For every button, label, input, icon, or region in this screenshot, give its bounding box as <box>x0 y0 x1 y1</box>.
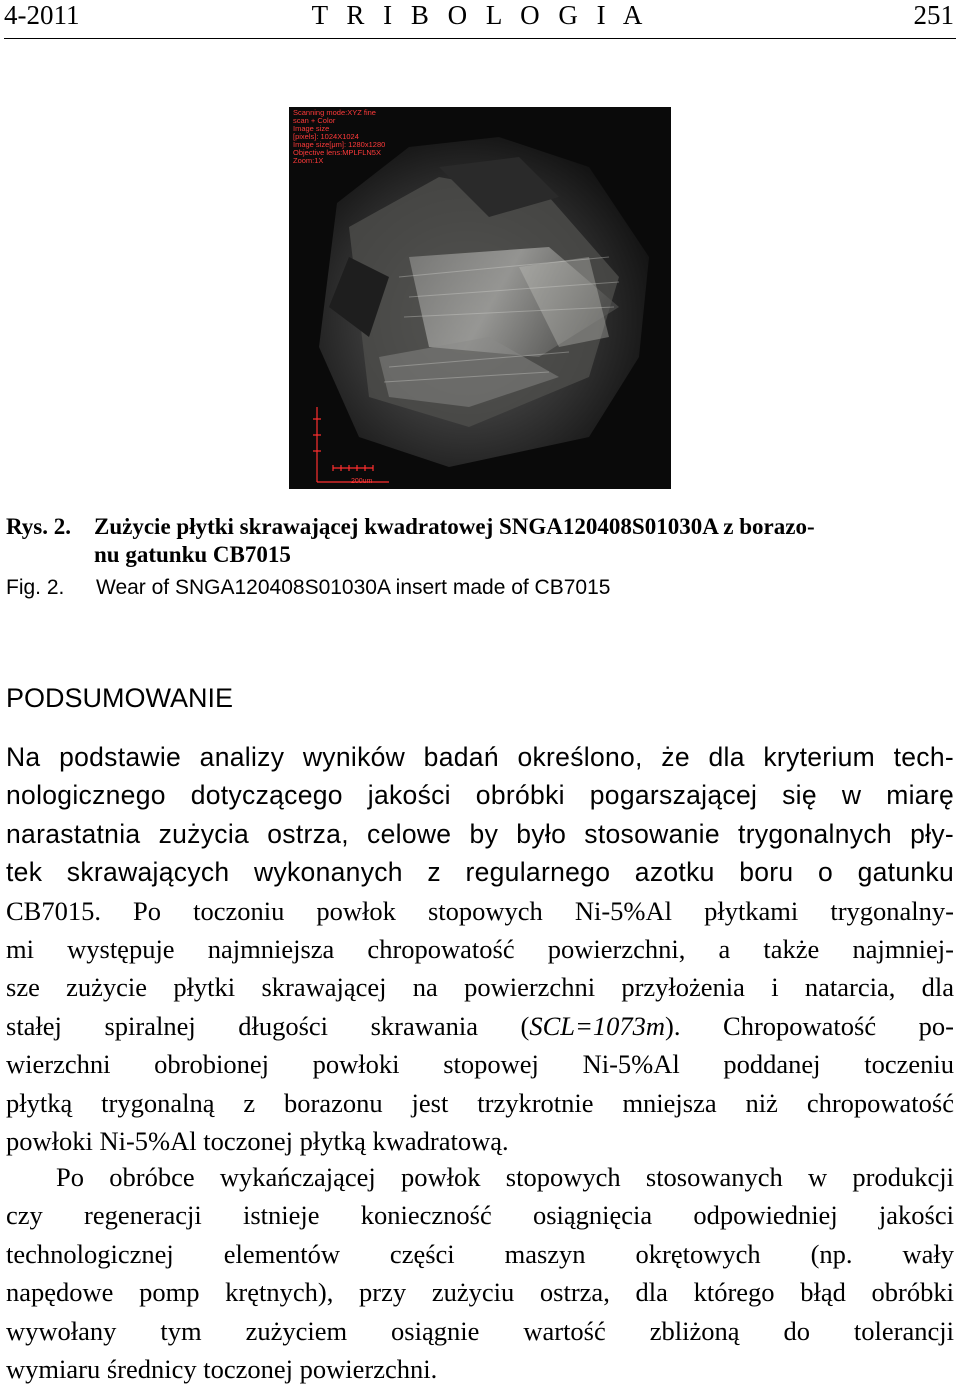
formula: SCL=1073m <box>529 1010 666 1041</box>
overlay-line: Image size <box>293 124 330 133</box>
overlay-line: [pixels]: 1024X1024 <box>293 132 359 141</box>
caption-text-continued: nu gatunku CB7015 <box>94 542 291 567</box>
text-line: CB7015. Po toczoniu powłok stopowych Ni-5%Al płytkami trygonalny- <box>6 895 954 926</box>
caption-label: Fig. 2. <box>6 576 65 599</box>
caption-label: Rys. 2. <box>6 514 72 539</box>
text-line: napędowe pomp krętnych), przy zużyciu ostrza, dla którego błąd obróbki <box>6 1277 954 1308</box>
page-number: 251 <box>913 0 954 30</box>
overlay-line: Image size[μm]: 1280x1280 <box>293 140 386 149</box>
section-heading: PODSUMOWANIE <box>6 683 234 713</box>
overlay-line: Scanning mode:XYZ fine <box>293 108 376 117</box>
overlay-line: scan + Color <box>293 116 336 125</box>
text-line: nologicznego dotyczącego jakości obróbki pogarszającej się w miarę <box>6 780 954 811</box>
text-line: Na podstawie analizy wyników badań określono, że dla kryterium tech- <box>6 742 954 772</box>
text-line: sze zużycie płytki skrawającej na powierzchni przyłożenia i natarcia, dla <box>6 972 954 1003</box>
text-fragment: stałej spiralnej długości skrawania ( <box>6 1010 530 1041</box>
figure-caption-english <box>6 574 956 602</box>
text-line: wierzchni obrobionej powłoki stopowej Ni-5%Al poddanej toczeniu <box>6 1049 954 1080</box>
microscope-image <box>289 107 671 489</box>
text-line: mi występuje najmniejsza chropowatość powierzchni, a także najmniej- <box>6 934 954 965</box>
text-line: powłoki Ni-5%Al toczonej płytką kwadratową. <box>6 1126 509 1157</box>
text-line-formula <box>6 1007 954 1045</box>
text-line: tek skrawających wykonanych z regularnego azotku boru o gatunku <box>6 857 954 888</box>
scan-info-overlay <box>293 109 385 165</box>
text-line: Po obróbce wykańczającej powłok stopowych stosowanych w produkcji <box>56 1162 954 1192</box>
text-line: płytką trygonalną z borazonu jest trzykrotnie mniejsza niż chropowatość <box>6 1087 954 1118</box>
text-line: czy regeneracji istnieje konieczność osiągnięcia odpowiedniej jakości <box>6 1200 954 1231</box>
text-line: narastatnia zużycia ostrza, celowe by było stosowanie trygonalnych pły- <box>6 818 954 849</box>
journal-title: T R I B O L O G I A <box>311 0 649 30</box>
issue-number: 4-2011 <box>4 0 80 30</box>
overlay-line: Objective lens:MPLFLN5X <box>293 148 381 157</box>
text-line: wymiaru średnicy toczonej powierzchni. <box>6 1354 438 1385</box>
text-line: technologicznej elementów części maszyn okrętowych (np. wały <box>6 1238 954 1269</box>
running-header <box>4 0 956 39</box>
scale-bar-label: 200um <box>351 478 373 485</box>
caption-text: Zużycie płytki skrawającej kwadratowej SNGA120408S01030A z borazo- <box>94 514 815 539</box>
text-line: wywołany tym zużyciem osiągnie wartość zbliżoną do tolerancji <box>6 1315 954 1346</box>
figure-caption-polish <box>6 513 956 569</box>
overlay-line: Zoom:1X <box>293 156 324 165</box>
text-fragment: ). Chropowatość po- <box>665 1010 954 1041</box>
summary-paragraph-1 <box>6 738 954 1160</box>
caption-text: Wear of SNGA120408S01030A insert made of CB7015 <box>96 576 611 599</box>
summary-paragraph-2 <box>6 1158 954 1388</box>
